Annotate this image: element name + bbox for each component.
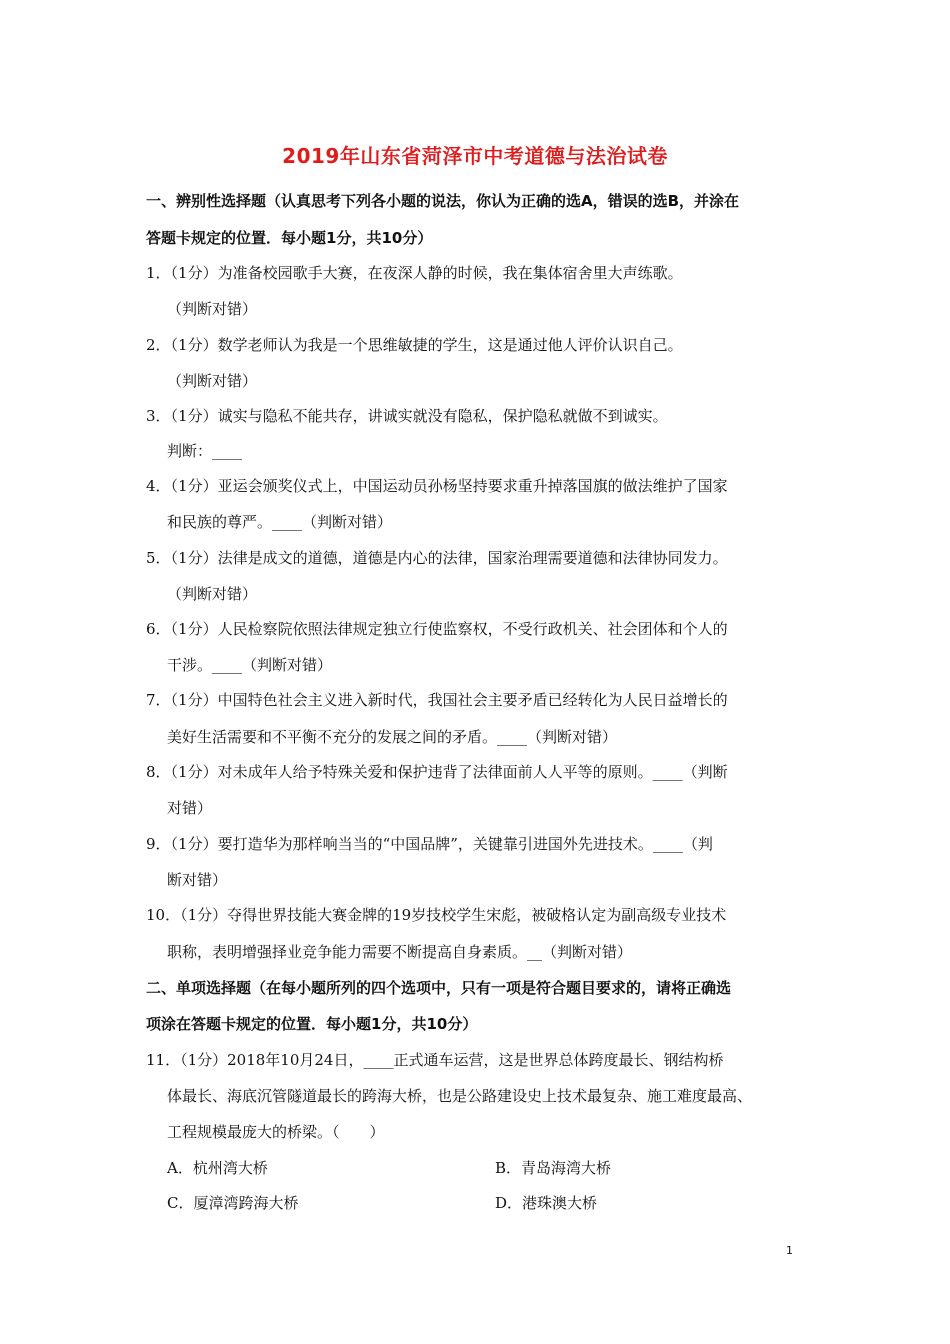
question-10-cont: 职称，表明增强择业竞争能力需要不断提高自身素质。__（判断对错） [167,943,633,961]
option-c: C．厦漳湾跨海大桥 [167,1194,299,1212]
section-2-heading: 二、单项选择题（在每小题所列的四个选项中，只有一项是符合题目要求的，请将正确选 [146,979,732,997]
section-1-heading-cont: 答题卡规定的位置．每小题1分，共10分） [146,229,433,247]
question-11-cont-2: 工程规模最庞大的桥梁。（ ） [167,1123,385,1141]
question-2-cont: （判断对错） [167,372,258,390]
question-9: 9．（1分）要打造华为那样响当当的“中国品牌”，关键靠引进国外先进技术。____（判 [146,835,713,853]
option-a: A．杭州湾大桥 [167,1159,268,1177]
question-11-cont-1: 体最长、海底沉管隧道最长的跨海大桥，也是公路建设史上技术最复杂、施工难度最高、 [167,1087,753,1105]
question-7: 7．（1分）中国特色社会主义进入新时代，我国社会主要矛盾已经转化为人民日益增长的 [146,691,728,709]
option-d: D．港珠澳大桥 [495,1194,598,1212]
question-8: 8．（1分）对未成年人给予特殊关爱和保护违背了法律面前人人平等的原则。____（判断 [146,763,728,781]
option-b: B．青岛海湾大桥 [495,1159,612,1177]
section-1-heading: 一、辨别性选择题（认真思考下列各小题的说法，你认为正确的选A，错误的选B，并涂在 [146,192,740,210]
section-2-heading-cont: 项涂在答题卡规定的位置．每小题1分，共10分） [146,1015,478,1033]
question-3: 3．（1分）诚实与隐私不能共存，讲诚实就没有隐私，保护隐私就做不到诚实。 [146,407,668,425]
question-11: 11．（1分）2018年10月24日，____正式通车运营，这是世界总体跨度最长、钢结构桥 [146,1051,724,1069]
question-3-cont: 判断：____ [167,442,243,460]
question-7-cont: 美好生活需要和不平衡不充分的发展之间的矛盾。____（判断对错） [167,728,618,746]
question-9-cont: 断对错） [167,871,228,889]
question-10: 10．（1分）夺得世界技能大赛金牌的19岁技校学生宋彪，被破格认定为副高级专业技术 [146,906,727,924]
question-4: 4．（1分）亚运会颁奖仪式上，中国运动员孙杨坚持要求重升掉落国旗的做法维护了国家 [146,477,728,495]
question-5-cont: （判断对错） [167,585,258,603]
question-4-cont: 和民族的尊严。____（判断对错） [167,513,393,531]
page-title: 2019年山东省菏泽市中考道德与法治试卷 [282,144,668,168]
question-6-cont: 干涉。____（判断对错） [167,656,333,674]
question-5: 5．（1分）法律是成文的道德，道德是内心的法律，国家治理需要道德和法律协同发力。 [146,549,728,567]
question-1-cont: （判断对错） [167,300,258,318]
question-6: 6．（1分）人民检察院依照法律规定独立行使监察权，不受行政机关、社会团体和个人的 [146,620,728,638]
question-1: 1．（1分）为准备校园歌手大赛，在夜深人静的时候，我在集体宿舍里大声练歌。 [146,264,683,282]
question-2: 2．（1分）数学老师认为我是一个思维敏捷的学生，这是通过他人评价认识自己。 [146,336,683,354]
page-number: 1 [786,1244,793,1257]
question-8-cont: 对错） [167,799,213,817]
